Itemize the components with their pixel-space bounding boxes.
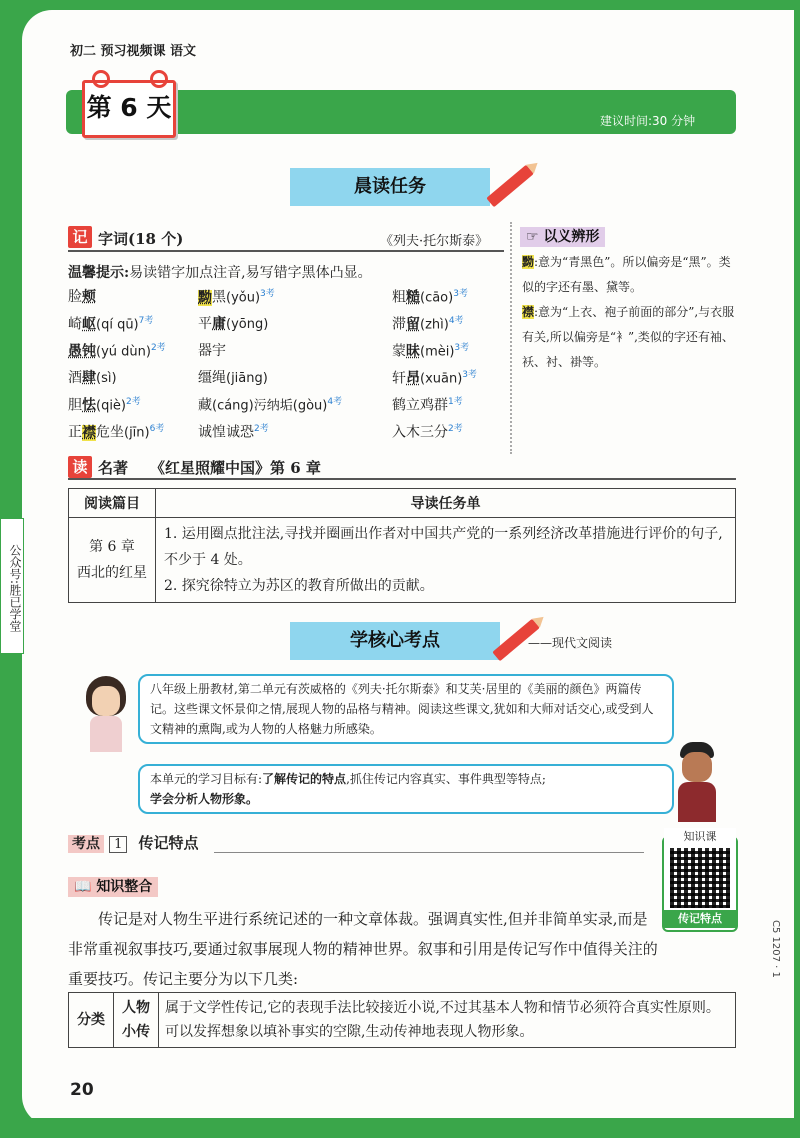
exam-count: 6考 [149,424,165,434]
word-key-char: 襟 [82,424,96,441]
task-cell [156,518,736,603]
word-pinyin: (yú dùn) [96,344,151,360]
word-item [392,340,469,361]
exam-count: 2考 [150,343,166,353]
word-key-char: 昂 [406,370,420,387]
word-pinyin: (xuān) [420,371,463,387]
page-number: 20 [70,1080,94,1100]
exam-count: 2考 [126,397,141,407]
word-item [198,421,269,442]
exam-count: 3考 [454,343,470,353]
kp-header [68,832,198,853]
calendar-ring-icon [92,70,110,88]
paragraph: 传记是对人物生平进行系统记述的一种文章体裁。强调真实性,但并非简单实录,而是非常重视叙事技巧,要通过叙事展现人物的精神世界。叙事和引用是传记写作中值得关注的重要技巧。传记主要分为以下几类: [68,910,658,988]
badge-ji: 记 [68,226,92,248]
words-source: 《列夫·托尔斯泰》 [380,234,489,249]
word-key-char: 黝 [198,289,212,306]
word-text: 平 [198,316,212,332]
sidebar-char-1: 黝 [522,255,535,269]
reading-table [68,488,736,603]
word-item [68,313,153,334]
section-banner-morning: 晨读任务 [290,168,490,206]
reading-label: 名著 [98,459,129,477]
qr-bottom-label: 传记特点 [664,910,736,928]
type-cell: 人物小传 [114,993,159,1048]
kp-title: 传记特点 [138,834,199,852]
bottom-band [0,1118,800,1138]
calendar-ring-icon [150,70,168,88]
word-item [198,340,226,360]
word-key-char: 肆 [82,370,96,386]
biography-table [68,992,736,1048]
category-cell: 分类 [69,993,114,1048]
sidebar-header [520,226,605,246]
kp-number: 1 [109,836,127,853]
word-text: 粗 [392,289,406,306]
word-item [392,286,468,307]
col-header-1: 阅读篇目 [69,489,156,518]
word-item [198,313,268,333]
grade-label: 初二 预习视频课 语文 [70,44,197,59]
word-text: 正 [68,424,82,441]
suggested-time: 建议时间:30 分钟 [600,114,696,128]
tip-text: 易读错字加点注音,易写错字黑体凸显。 [129,265,372,281]
word-item [392,421,463,442]
sidebar-title: ☞ 以义辨形 [520,227,605,247]
word-key-char: 岖 [82,316,96,333]
exam-count: 3考 [462,370,478,380]
task-2: 2. 探究徐特立为苏区的教育所做出的贡献。 [164,578,434,594]
word-item [68,367,117,387]
tip-label: 温馨提示: [68,265,130,281]
word-pinyin: (yōng) [226,317,269,332]
word-item [68,340,166,361]
word-pinyin: (jiāng) [226,371,268,386]
word-pinyin: (sì) [96,371,117,386]
knowledge-tag-text: 知识整合 [96,879,153,895]
word-pinyin: (zhì) [420,317,449,333]
exam-count: 3考 [260,289,275,299]
exam-count: 3考 [453,289,468,299]
word-pinyin: (yǒu) [226,290,261,306]
qr-code-icon[interactable] [670,848,730,908]
word-key-char: 怯 [82,397,96,414]
exam-count: 4考 [448,316,464,326]
word-text: 器宇 [198,343,226,359]
task-1: 1. 运用圈点批注法,寻找并圈画出作者对中国共产党的一系列经济改革措施进行评价的句子,不少于 4 处。 [164,526,723,568]
word-key-char: 庸 [212,316,226,332]
word-text: 脸 [68,289,82,305]
words-title: 字词(18 个) [98,230,184,248]
word-text: 鹤立鸡群 [392,397,448,414]
word-pinyin: (mèi) [420,344,455,360]
word-item [392,394,463,415]
side-tab-label: 公众号:胜已学堂 [0,518,24,654]
word-pinyin: (qiè) [96,398,127,414]
word-text: 胆 [68,397,82,414]
day-title: 第 6 天 [86,93,172,122]
divider [68,478,736,480]
word-text: 滞 [392,316,406,333]
print-code: C5 1207 · 1 [770,920,781,978]
word-text-after: 危坐 [96,424,124,441]
word-text: 酒 [68,370,82,386]
word-item [68,286,96,306]
word-key-char: 愚钝 [68,343,96,360]
divider [68,250,504,252]
word-text-after: 黑 [212,289,226,306]
qr-top-label: 知识课 [664,828,736,844]
word-pinyin: (qí qū) [96,317,139,333]
word-text: 入木三分 [392,424,448,441]
word-key-char: 留 [406,316,420,333]
sidebar-text-2: :意为“上衣、袍子前面的部分”,与衣服有关,所以偏旁是“衤”,类似的字还有袖、袄、衬、褂等。 [522,305,735,369]
badge-du: 读 [68,456,92,478]
sidebar-title-text: 以义辨形 [543,229,600,245]
word-text: 蒙 [392,343,406,360]
word-key-char: 昧 [406,343,420,360]
word-text: 诚惶诚恐 [198,424,254,441]
speech-bubble-2 [138,764,674,814]
word-text: 缰绳 [198,370,226,386]
word-text: 崎 [68,316,82,333]
exam-count: 7考 [138,316,154,326]
word-pinyin: (cāo) [420,290,454,306]
kp-tag: 考点 [68,835,104,853]
word-pinyin: (jīn) [124,425,150,441]
sidebar-body [522,250,740,375]
exam-count: 1考 [448,397,463,407]
sidebar-char-2: 襟 [522,305,535,319]
word-item [198,286,275,307]
tip-line [68,262,372,282]
divider-dotted [510,222,512,454]
section-banner-core: 学核心考点 [290,622,500,660]
word-key-char: 糙 [406,289,420,306]
reading-book: 《红星照耀中国》第 6 章 [150,459,321,477]
goal-intro: 本单元的学习目标有: [150,772,263,786]
chapter-title: 西北的红星 [77,565,147,581]
word-item [392,367,477,388]
chapter-no: 第 6 章 [89,539,135,555]
word-item [68,394,141,415]
word-item [198,394,342,415]
goal-1: 了解传记的特点 [262,772,347,786]
exam-count: 4考 [327,397,343,407]
chapter-cell [69,518,156,603]
boy-avatar [672,742,722,822]
knowledge-header [68,876,158,896]
goal-3: 学会分析人物形象。 [150,792,259,806]
girl-avatar [82,676,130,754]
knowledge-tag: 📖 知识整合 [68,877,158,897]
sidebar-text-1: :意为“青黑色”。所以偏旁是“黑”。类似的字还有墨、黛等。 [522,255,731,294]
word-item [198,367,268,387]
goal-2: ,抓住传记内容真实、事件典型等特点; [346,772,546,786]
word-text: 轩 [392,370,406,387]
word-pinyin: (cáng)污纳垢(gòu) [212,398,328,414]
qr-card[interactable] [662,830,738,932]
word-item [392,313,464,334]
speech-bubble-1: 八年级上册教材,第二单元有茨威格的《列夫·托尔斯泰》和艾芙·居里的《美丽的颜色》两篇传记。这些课文怀景仰之情,展现人物的品格与精神。阅读这些课文,犹如和大师对话交心,或受到人文精神的熏陶,或为人物的人格魅力所感染。 [138,674,674,744]
word-text: 藏 [198,397,212,414]
word-key-char: 颊 [82,289,96,305]
section-subtitle: ——现代文阅读 [528,636,613,650]
divider [214,852,644,853]
col-header-2: 导读任务单 [156,489,736,518]
exam-count: 2考 [448,424,463,434]
exam-count: 2考 [254,424,269,434]
description-cell: 属于文学性传记,它的表现手法比较接近小说,不过其基本人物和情节必须符合真实性原则。可以发挥想象以填补事实的空隙,生动传神地表现人物形象。 [159,993,736,1048]
word-item [68,421,164,442]
